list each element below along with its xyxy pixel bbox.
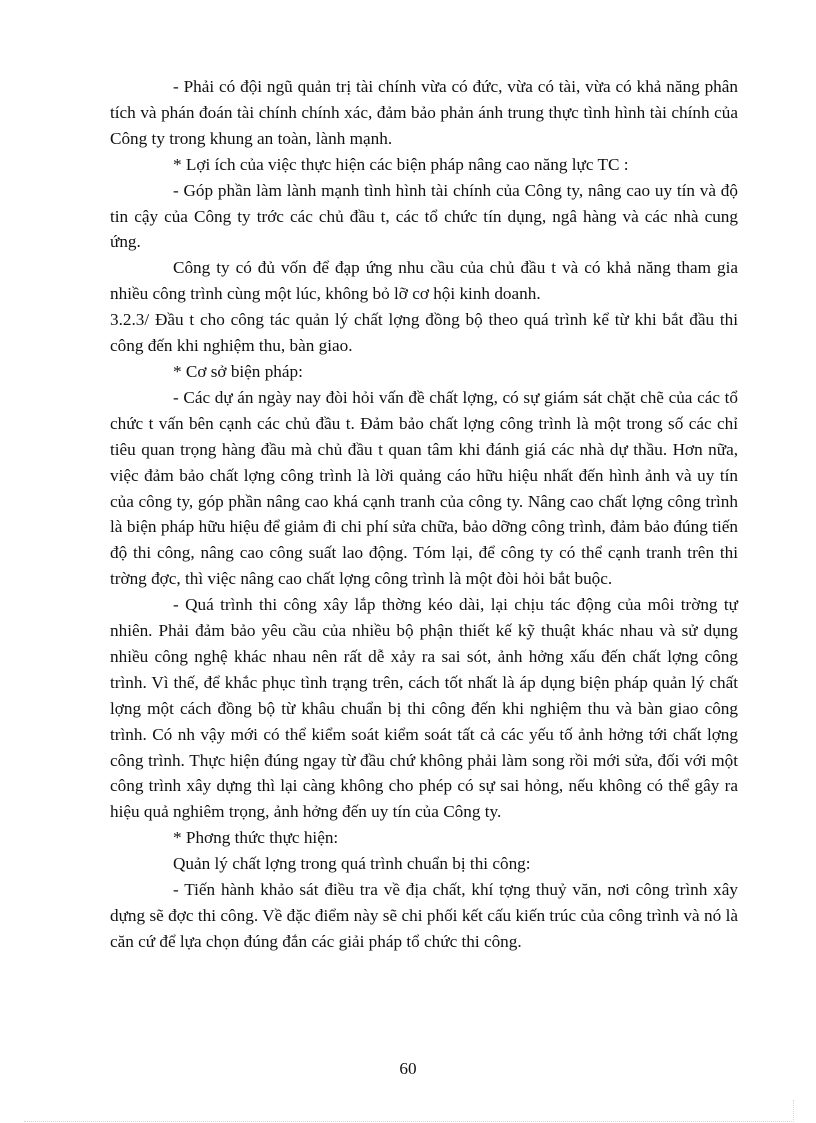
page-body: [110, 74, 738, 955]
paragraph-site-survey: - Tiến hành khảo sát điều tra về địa chất, khí tợng thuỷ văn, nơi công trình xây dựng sẽ đợc thi công. Về đặc điểm này sẽ chi phối kết cấu kiến trúc của công trình và nó là căn cứ để lựa chọn đúng đắn các giải pháp tổ chức thi công.: [110, 880, 738, 951]
paragraph-benefits-heading: * Lợi ích của việc thực hiện các biện pháp nâng cao năng lực TC :: [173, 154, 629, 174]
section-heading-3-2-3: 3.2.3/ Đầu t cho công tác quản lý chất lợng đồng bộ theo quá trình kể từ khi bắt đầu thi công đến khi nghiệm thu, bàn giao.: [110, 310, 738, 356]
paragraph-construction-process: - Quá trình thi công xây lắp thờng kéo dài, lại chịu tác động của môi trờng tự nhiên. Phải đảm bảo yêu cầu của nhiều bộ phận thiết kế kỹ thuật khác nhau và sử dụng nhiều công nghệ khác nhau nên rất dễ xảy ra sai sót, ảnh hởng xấu đến chất lợng công trình. Vì thế, để khắc phục tình trạng trên, cách tốt nhất là áp dụng biện pháp quản lý chất lợng một cách đồng bộ từ khâu chuẩn bị thi công đến khi nghiệm thu và bàn giao công trình. Có nh vậy mới có thể kiểm soát kiểm soát tất cả các yếu tố ảnh hởng tới chất lợng công trình. Thực hiện đúng ngay từ đầu chứ không phải làm song rồi mới sửa, đối với một công trình xây dựng thì lại càng không cho phép có sự sai hỏng, nếu không có thể gây ra hiệu quả nghiêm trọng, ảnh hởng đến uy tín của Công ty.: [110, 595, 738, 822]
paragraph-method-heading: * Phơng thức thực hiện:: [173, 828, 339, 848]
page-right-border: [793, 1100, 794, 1122]
paragraph-preparation-heading: Quản lý chất lợng trong quá trình chuẩn bị thi công:: [173, 854, 531, 874]
page-bottom-border: [24, 1121, 792, 1122]
paragraph-quality-importance: - Các dự án ngày nay đòi hỏi vấn đề chất lợng, có sự giám sát chặt chẽ của các tổ chức t vấn bên cạnh các chủ đầu t. Đảm bảo chất lợng công trình là một trong số các chỉ tiêu quan trọng hàng đầu mà chủ đầu t quan tâm khi đánh giá các nhà dự thầu. Hơn nữa, việc đảm bảo chất lợng công trình là lời quảng cáo hữu hiệu nhất đến hình ảnh và uy tín của công ty, góp phần nâng cao khá cạnh tranh của công ty. Nâng cao chất lợng công trình là biện pháp hữu hiệu để giảm đi chi phí sửa chữa, bảo dỡng công trình, đảm bảo đúng tiến độ thi công, nâng cao công suất lao động. Tóm lại, để công ty có thể cạnh tranh trên thi trờng đợc, thì việc nâng cao chất lợng công trình là một đòi hỏi bắt buộc.: [110, 387, 738, 589]
paragraph-benefit-capital: Công ty có đủ vốn để đạp ứng nhu cầu của chủ đầu t và có khả năng tham gia nhiều công trình cùng một lúc, không bỏ lỡ cơ hội kinh doanh.: [110, 258, 738, 304]
paragraph-benefit-reputation: - Góp phần làm lành mạnh tình hình tài chính của Công ty, nâng cao uy tín và độ tin cậy của Công ty trớc các chủ đầu t, các tổ chức tín dụng, ngâ hàng và các nhà cung ứng.: [110, 180, 738, 252]
page-number: 60: [399, 1059, 417, 1078]
paragraph-finance-team: - Phải có đội ngũ quản trị tài chính vừa có đức, vừa có tài, vừa có khả năng phân tích và phán đoán tài chính chính xác, đảm bảo phản ánh trung thực tình hình tài chính của Công ty trong khung an toàn, lành mạnh.: [110, 77, 738, 148]
paragraph-basis-heading: * Cơ sở biện pháp:: [173, 361, 303, 381]
